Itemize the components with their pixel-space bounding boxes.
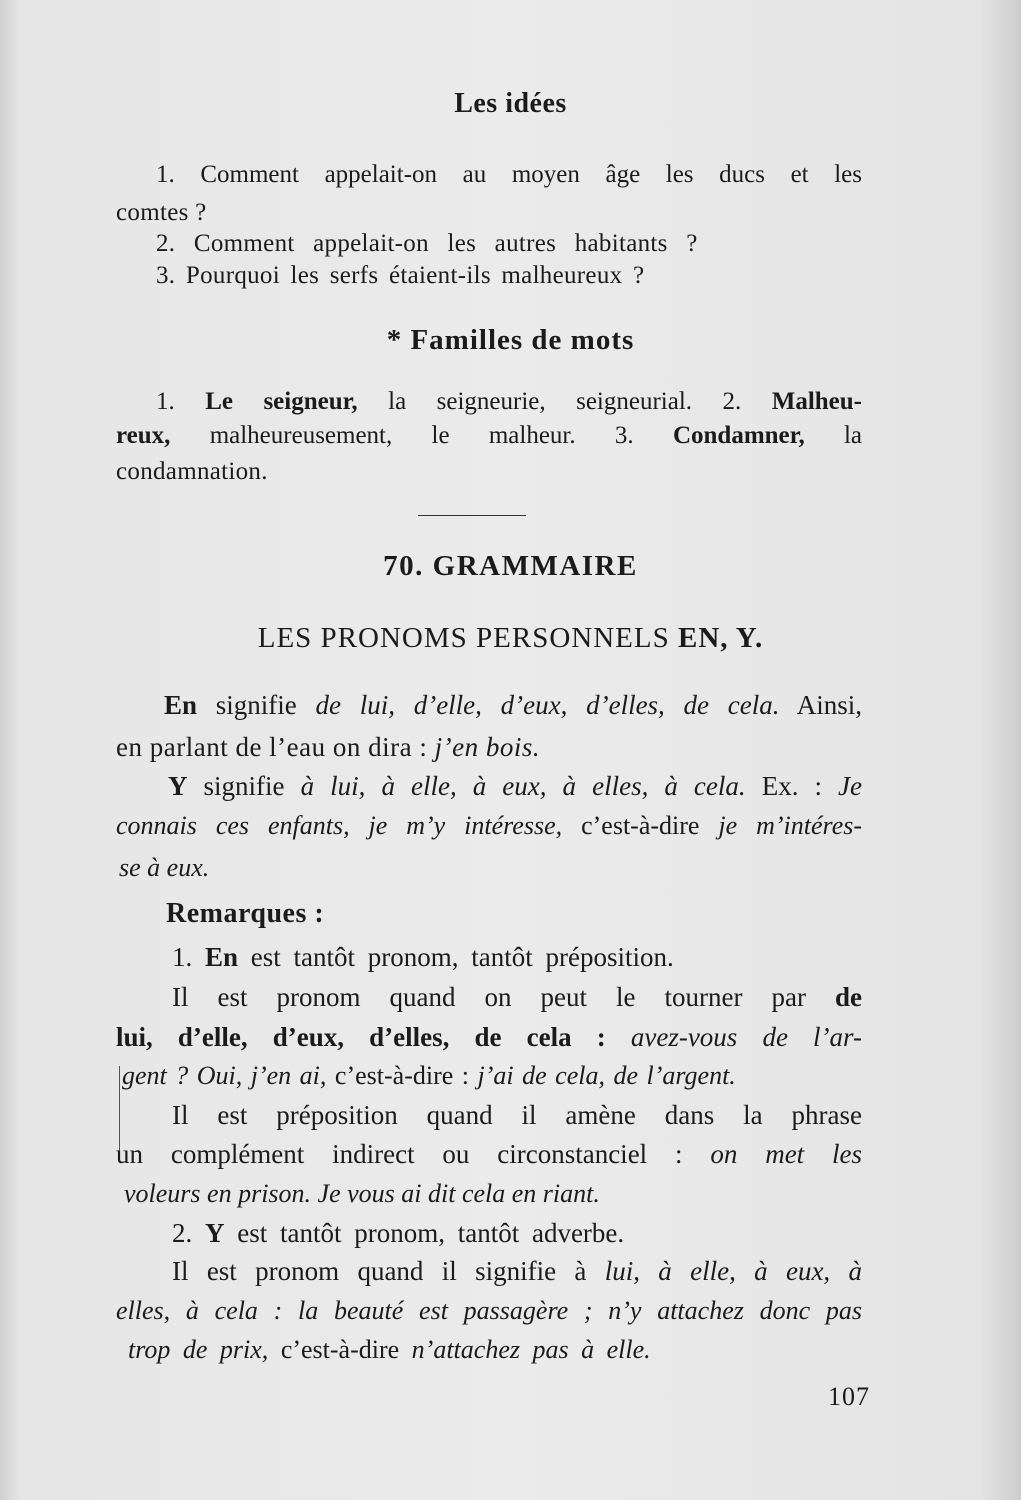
en-term: En bbox=[164, 690, 198, 720]
section-divider bbox=[418, 515, 526, 516]
y-ex-label: Ex. : bbox=[761, 771, 822, 801]
familles-derived-3-part2: condamnation. bbox=[116, 458, 268, 485]
para-y-line-1 bbox=[116, 771, 862, 807]
section-title-idees: Les idées bbox=[454, 88, 567, 119]
grammar-subtitle bbox=[0, 622, 1021, 655]
remark-1-para-1-line-1 bbox=[116, 982, 862, 1018]
pronom-rule-de: de bbox=[835, 982, 862, 1012]
remark-2-para-line-1 bbox=[116, 1256, 862, 1292]
familles-derived-2: malheureusement, le malheur. bbox=[209, 422, 576, 449]
preposition-example-1: on met les bbox=[710, 1139, 862, 1169]
section-title-familles: * Familles de mots bbox=[386, 324, 635, 356]
remark-2-line bbox=[172, 1218, 624, 1249]
en-example-intro: en parlant de l’eau on dira : bbox=[116, 732, 428, 762]
question-1-line-2: comtes ? bbox=[116, 199, 207, 226]
y-explanation-1: je m’intéres- bbox=[718, 811, 863, 840]
para-y-line-2 bbox=[116, 811, 862, 847]
remark-1-num: 1. bbox=[172, 942, 193, 972]
subtitle-en-y: EN, Y. bbox=[677, 622, 764, 654]
remark-2-para-line-2 bbox=[116, 1296, 862, 1332]
y-example: connais ces enfants, je m’y intéresse, bbox=[116, 811, 563, 840]
y-cest-a-dire: c’est-à-dire bbox=[280, 1335, 400, 1364]
preposition-example-2: voleurs en prison. Je vous ai dit cela en riant. bbox=[124, 1179, 600, 1208]
y-cest-a-dire: c’est-à-dire bbox=[581, 811, 700, 840]
subtitle-pronoms: LES PRONOMS PERSONNELS bbox=[257, 622, 670, 654]
familles-num-1: 1. bbox=[156, 388, 175, 415]
remark-1-para-2-line-1 bbox=[116, 1100, 862, 1136]
y-pronom-explanation: n’attachez pas à elle. bbox=[411, 1335, 651, 1364]
remark-1-line bbox=[172, 942, 674, 973]
familles-word-condamner: Condamner, bbox=[672, 422, 805, 449]
question-2: 2. Comment appelait-on les autres habitants ? bbox=[156, 230, 698, 257]
para-y-line-3 bbox=[119, 853, 209, 883]
familles-word-seigneur: Le seigneur, bbox=[205, 388, 358, 415]
familles-num-2: 2. bbox=[722, 388, 742, 415]
y-term: Y bbox=[168, 771, 188, 801]
y-pronom-example: elles, à cela : la beauté est passagère ; n’y attachez donc pas bbox=[116, 1296, 862, 1325]
familles-derived-3-part1: la bbox=[843, 422, 863, 449]
pronom-cest-a-dire: c’est-à-dire : bbox=[334, 1061, 470, 1090]
y-meaning: à lui, à elle, à eux, à elles, à cela. bbox=[300, 771, 746, 801]
familles-line-2 bbox=[116, 422, 862, 458]
pronom-example-2: gent ? Oui, j’en ai, bbox=[122, 1061, 327, 1090]
remark-1-term: En bbox=[205, 942, 239, 972]
remarques-title: Remarques : bbox=[166, 898, 325, 929]
remark-1-para-2-line-2 bbox=[116, 1139, 862, 1175]
y-signifie: signifie bbox=[203, 771, 285, 801]
familles-word-malheureux-part1: Malheu- bbox=[771, 388, 863, 415]
remark-1-para-2-line-3 bbox=[124, 1179, 600, 1209]
pronom-example-1: avez-vous de l’ar- bbox=[630, 1022, 863, 1052]
familles-word-malheureux-part2: reux, bbox=[116, 422, 171, 449]
pronom-explanation: j’ai de cela, de l’argent. bbox=[477, 1061, 736, 1090]
familles-line-1 bbox=[116, 388, 862, 424]
lesson-number: 70. bbox=[383, 550, 424, 582]
y-example-start: Je bbox=[838, 771, 863, 801]
grammar-heading bbox=[0, 550, 1021, 583]
question-3: 3. Pourquoi les serfs étaient-ils malheureux ? bbox=[156, 262, 645, 289]
y-pronom-rule: Il est pronom quand il signifie à bbox=[172, 1256, 587, 1286]
remark-1-para-1-line-2 bbox=[116, 1022, 862, 1058]
remark-2-text: est tantôt pronom, tantôt adverbe. bbox=[237, 1218, 625, 1248]
pronom-rule: Il est pronom quand on peut le tourner par bbox=[172, 982, 806, 1012]
familles-num-3: 3. bbox=[614, 422, 634, 449]
en-ainsi: Ainsi, bbox=[796, 690, 862, 720]
en-meaning: de lui, d’elle, d’eux, d’elles, de cela. bbox=[315, 690, 780, 720]
grammar-title: GRAMMAIRE bbox=[432, 550, 638, 582]
en-example: j’en bois. bbox=[434, 732, 541, 762]
en-signifie: signifie bbox=[215, 690, 297, 720]
remark-2-para-line-3 bbox=[128, 1335, 651, 1365]
familles-derived-1: la seigneurie, seigneurial. bbox=[388, 388, 693, 415]
preposition-rule-2: un complément indirect ou circonstanciel : bbox=[116, 1139, 683, 1169]
remark-2-num: 2. bbox=[172, 1218, 193, 1248]
para-en-line-2 bbox=[116, 732, 540, 763]
remark-1-para-1-line-3 bbox=[122, 1061, 736, 1091]
question-1 bbox=[116, 161, 862, 197]
preposition-rule: Il est préposition quand il amène dans la phrase bbox=[172, 1100, 862, 1130]
pronom-rule-forms: lui, d’elle, d’eux, d’elles, de cela : bbox=[116, 1022, 606, 1052]
y-pronom-example-end: trop de prix, bbox=[128, 1335, 269, 1364]
question-1-line-1: 1. Comment appelait-on au moyen âge les ducs et les bbox=[156, 161, 862, 188]
y-explanation-2: se à eux. bbox=[119, 853, 210, 882]
remark-2-term: Y bbox=[205, 1218, 225, 1248]
page-number: 107 bbox=[828, 1382, 870, 1411]
y-pronom-forms: lui, à elle, à eux, à bbox=[604, 1256, 863, 1286]
remark-1-text: est tantôt pronom, tantôt préposition. bbox=[250, 942, 674, 972]
para-en-line-1 bbox=[116, 690, 862, 726]
